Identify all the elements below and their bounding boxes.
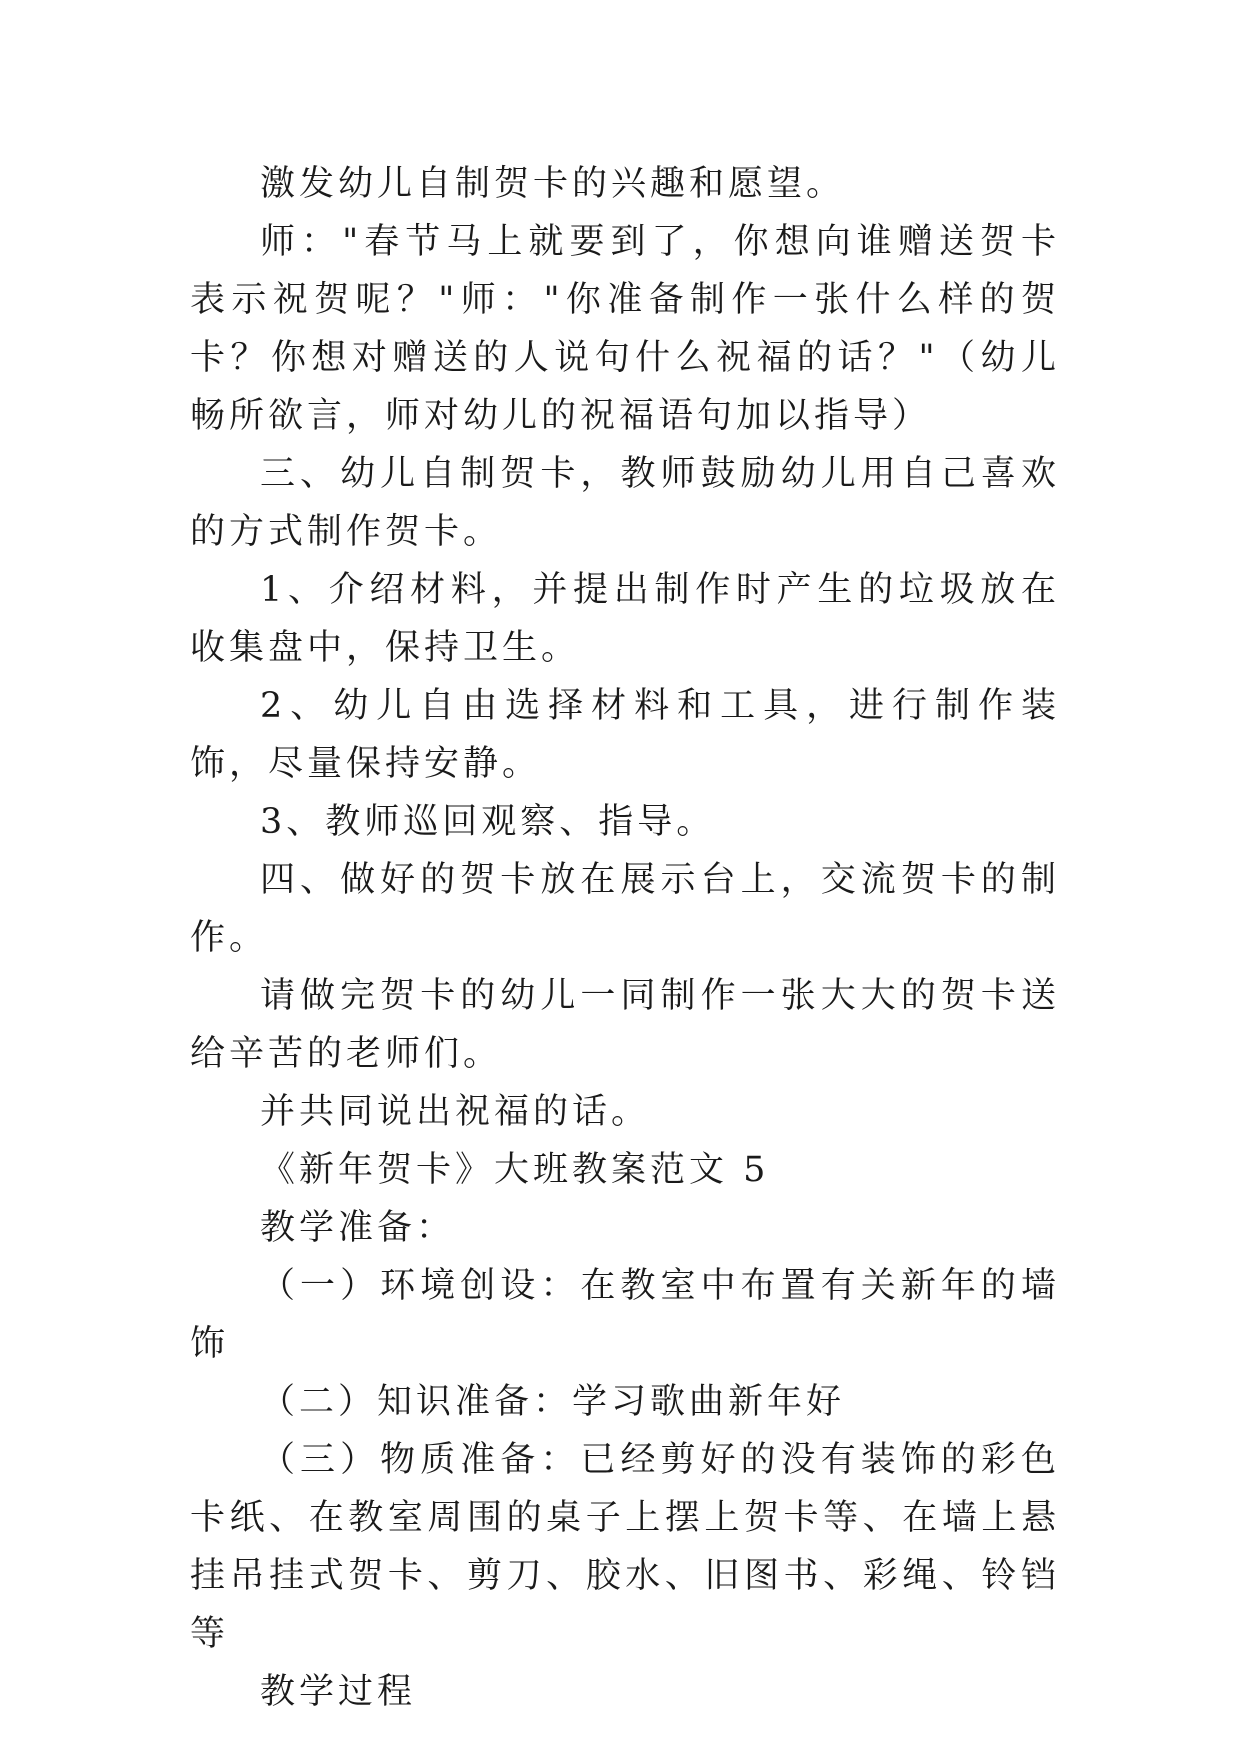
paragraph: 教学过程: [260, 1672, 417, 1712]
paragraph: 请做完贺卡的幼儿一同制作一张大大的贺卡送给辛苦的老师们。: [190, 976, 1060, 1074]
paragraph: 教学准备：: [260, 1208, 456, 1248]
paragraph: 1、介绍材料，并提出制作时产生的垃圾放在收集盘中，保持卫生。: [190, 570, 1060, 668]
paragraph: 2、幼儿自由选择材料和工具，进行制作装饰，尽量保持安静。: [190, 686, 1060, 784]
paragraph: 激发幼儿自制贺卡的兴趣和愿望。: [260, 164, 846, 204]
document-body: [190, 155, 1060, 1721]
paragraph: 师："春节马上就要到了，你想向谁赠送贺卡表示祝贺呢？"师："你准备制作一张什么样的贺卡？你想对赠送的人说句什么祝福的话？"（幼儿畅所欲言，师对幼儿的祝福语句加以指导）: [190, 222, 1060, 436]
paragraph: 三、幼儿自制贺卡，教师鼓励幼儿用自己喜欢的方式制作贺卡。: [190, 454, 1060, 552]
paragraph: 四、做好的贺卡放在展示台上，交流贺卡的制作。: [190, 860, 1060, 958]
paragraph: 并共同说出祝福的话。: [260, 1092, 651, 1132]
paragraph: （一）环境创设：在教室中布置有关新年的墙饰: [190, 1266, 1060, 1364]
paragraph: （二）知识准备：学习歌曲新年好: [260, 1382, 846, 1422]
paragraph: 3、教师巡回观察、指导。: [260, 802, 716, 842]
paragraph: （三）物质准备：已经剪好的没有装饰的彩色卡纸、在教室周围的桌子上摆上贺卡等、在墙上悬挂吊挂式贺卡、剪刀、胶水、旧图书、彩绳、铃铛等: [190, 1440, 1060, 1654]
section-title: 《新年贺卡》大班教案范文 5: [260, 1150, 770, 1190]
